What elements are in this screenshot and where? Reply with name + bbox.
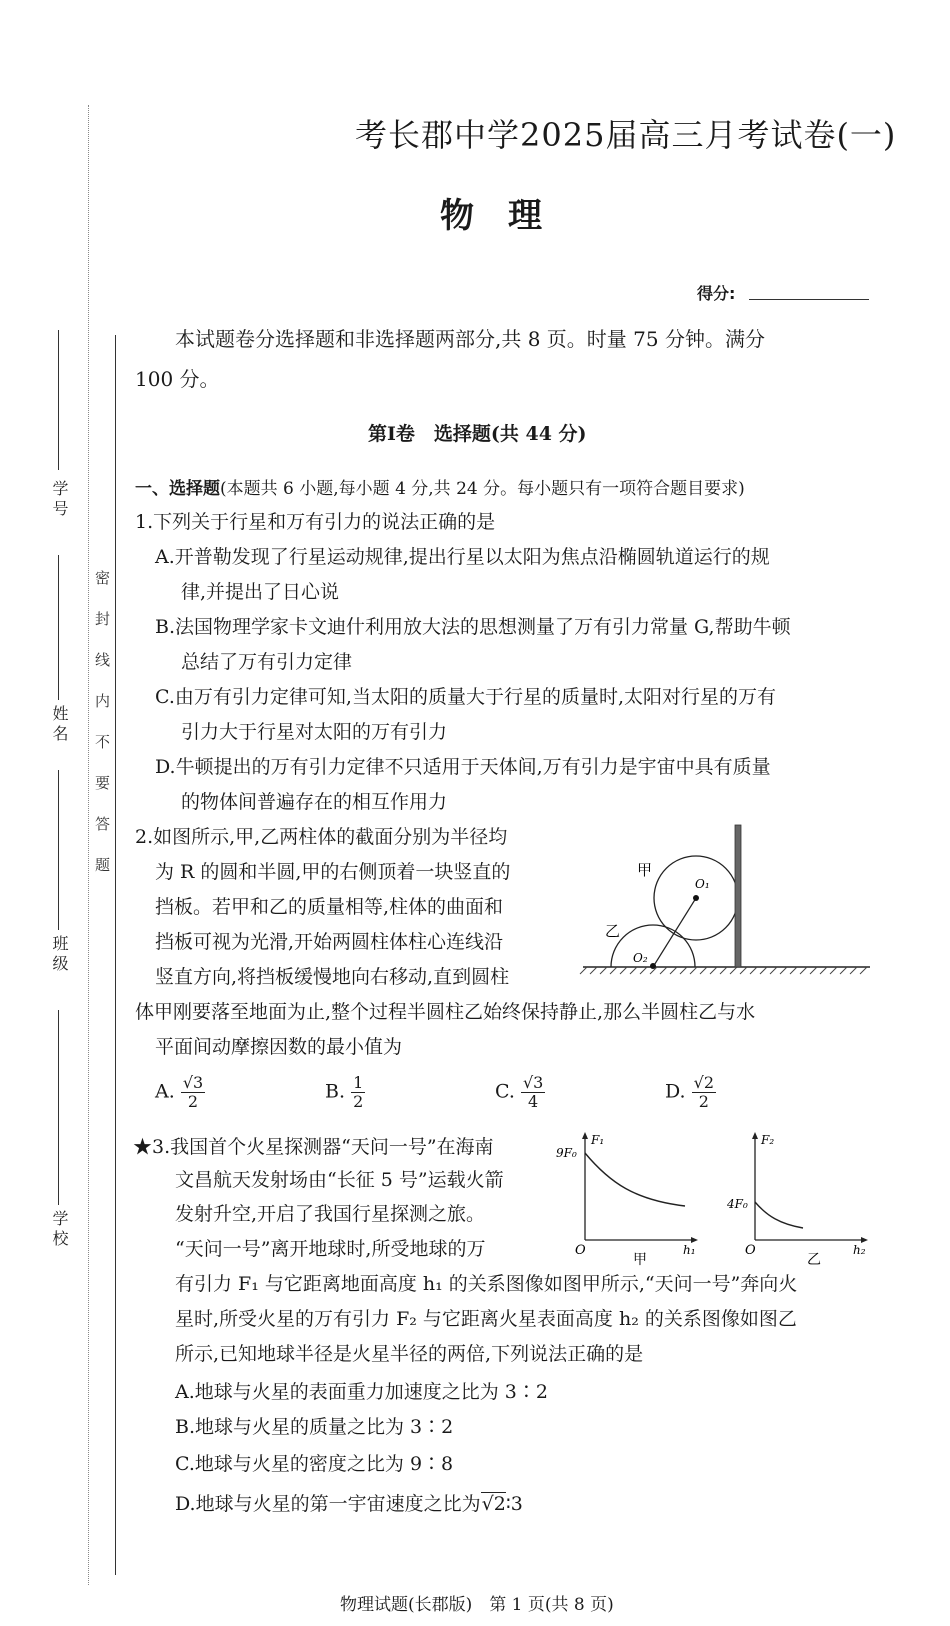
score-label: 得分: bbox=[697, 284, 736, 303]
q2-stem-5: 竖直方向,将挡板缓慢地向右移动,直到圆柱 bbox=[155, 966, 510, 988]
graph-yi-origin: O bbox=[745, 1243, 756, 1258]
q3-stem-1: ★3.我国首个火星探测器“天问一号”在海南 bbox=[133, 1136, 494, 1158]
student-id-fill-line bbox=[58, 330, 59, 470]
q2-option-b bbox=[325, 1074, 365, 1111]
q2-option-a-letter: A. bbox=[155, 1080, 175, 1103]
intro-line-2: 100 分。 bbox=[135, 367, 220, 391]
q2-stem-7: 平面间动摩擦因数的最小值为 bbox=[155, 1036, 403, 1058]
part1-heading-rest: (本题共 6 小题,每小题 4 分,共 24 分。每小题只有一项符合题目要求) bbox=[220, 479, 745, 499]
ground-hatching bbox=[580, 967, 867, 974]
class-fill-line bbox=[58, 770, 59, 930]
q2-option-a-den: 2 bbox=[187, 1092, 199, 1111]
q2-option-c-den: 4 bbox=[528, 1092, 539, 1111]
q1-option-a: A.开普勒发现了行星运动规律,提出行星以太阳为焦点沿椭圆轨道运行的规 bbox=[155, 546, 770, 568]
page-footer: 物理试题(长郡版) 第 1 页(共 8 页) bbox=[340, 1595, 614, 1615]
q2-stem-6: 体甲刚要落至地面为止,整个过程半圆柱乙始终保持静止,那么半圆柱乙与水 bbox=[135, 1001, 756, 1023]
q3-stem-7: 所示,已知地球半径是火星半径的两倍,下列说法正确的是 bbox=[175, 1343, 644, 1365]
label-o2: O₂ bbox=[633, 951, 648, 965]
class-label: 班级 bbox=[50, 935, 69, 975]
subject-title: 物 理 bbox=[440, 196, 542, 236]
q1-option-c: C.由万有引力定律可知,当太阳的质量大于行星的质量时,太阳对行星的万有 bbox=[155, 686, 776, 708]
graph-yi-y-value: 4F₀ bbox=[727, 1197, 748, 1211]
q2-option-d-num: √2 bbox=[693, 1073, 715, 1092]
graph-jia-origin: O bbox=[575, 1243, 586, 1258]
graph-jia-y-label: F₁ bbox=[591, 1133, 605, 1147]
vertical-baffle bbox=[735, 825, 741, 967]
school-label: 学校 bbox=[50, 1210, 69, 1250]
center-connecting-line bbox=[653, 898, 696, 967]
q3-stem-6: 星时,所受火星的万有引力 F₂ 与它距离火星表面高度 h₂ 的关系图像如图乙 bbox=[175, 1308, 797, 1330]
cylinder-yi-semicircle bbox=[611, 925, 695, 967]
q3-option-d-text: D.地球与火星的第一宇宙速度之比为 bbox=[175, 1493, 481, 1515]
q3-stem-3: 发射升空,开启了我国行星探测之旅。 bbox=[175, 1203, 486, 1225]
q2-stem-3: 挡板。若甲和乙的质量相等,柱体的曲面和 bbox=[155, 896, 504, 918]
intro-line-1: 本试题卷分选择题和非选择题两部分,共 8 页。时量 75 分钟。满分 bbox=[175, 327, 765, 351]
label-jia: 甲 bbox=[637, 861, 653, 879]
q1-option-d: D.牛顿提出的万有引力定律不只适用于天体间,万有引力是宇宙中具有质量 bbox=[155, 756, 771, 778]
q3-option-a: A.地球与火星的表面重力加速度之比为 3∶2 bbox=[175, 1381, 548, 1403]
name-fill-line bbox=[58, 555, 59, 700]
center-o1-dot bbox=[693, 895, 699, 901]
q2-option-d-letter: D. bbox=[665, 1080, 686, 1103]
part1-heading-bold: 一、选择题 bbox=[135, 479, 220, 499]
q3-option-b: B.地球与火星的质量之比为 3∶2 bbox=[175, 1416, 454, 1438]
q2-option-c-fraction bbox=[521, 1074, 545, 1111]
q2-option-c-letter: C. bbox=[495, 1080, 515, 1103]
label-yi: 乙 bbox=[605, 922, 621, 940]
seal-notice: 密封线内不要答题 bbox=[93, 570, 111, 898]
graph-yi-y-arrow bbox=[752, 1132, 758, 1139]
q1-option-b: B.法国物理学家卡文迪什利用放大法的思想测量了万有引力常量 G,帮助牛顿 bbox=[155, 616, 791, 638]
graph-yi-caption: 乙 bbox=[807, 1252, 821, 1268]
label-o1: O₁ bbox=[695, 877, 710, 891]
q3-stem-4: “天问一号”离开地球时,所受地球的万 bbox=[175, 1238, 486, 1260]
q2-option-c bbox=[495, 1074, 545, 1111]
q1-option-d-cont: 的物体间普遍存在的相互作用力 bbox=[181, 791, 448, 813]
q2-option-b-den: 2 bbox=[353, 1092, 364, 1111]
q1-option-c-cont: 引力大于行星对太阳的万有引力 bbox=[181, 721, 448, 743]
graph-yi-x-label: h₂ bbox=[853, 1243, 866, 1257]
q2-option-a bbox=[155, 1074, 205, 1111]
q3-option-c: C.地球与火星的密度之比为 9∶8 bbox=[175, 1453, 454, 1475]
graph-jia-curve bbox=[585, 1153, 685, 1206]
graph-yi-curve bbox=[755, 1202, 803, 1228]
graph-yi-y-label: F₂ bbox=[761, 1133, 775, 1147]
school-fill-line bbox=[58, 1010, 59, 1205]
q2-option-b-fraction bbox=[351, 1074, 365, 1111]
q2-stem-2: 为 R 的圆和半圆,甲的右侧顶着一块竖直的 bbox=[155, 861, 511, 883]
binding-dotted-line bbox=[88, 105, 89, 1585]
student-id-label: 学号 bbox=[50, 480, 69, 520]
graph-jia-x-label: h₁ bbox=[683, 1243, 696, 1257]
graph-jia-y-arrow bbox=[582, 1132, 588, 1139]
center-o2-dot bbox=[650, 963, 656, 969]
q2-stem-1: 2.如图所示,甲,乙两柱体的截面分别为半径均 bbox=[135, 826, 508, 848]
q2-option-d bbox=[665, 1074, 716, 1111]
q2-option-b-num: 1 bbox=[353, 1073, 364, 1092]
graph-jia-y-value: 9F₀ bbox=[556, 1146, 577, 1160]
q1-option-b-cont: 总结了万有引力定律 bbox=[181, 651, 353, 673]
q1-stem: 1.下列关于行星和万有引力的说法正确的是 bbox=[135, 511, 496, 533]
q2-stem-4: 挡板可视为光滑,开始两圆柱体柱心连线沿 bbox=[155, 931, 504, 953]
q3-graph-jia bbox=[555, 1128, 705, 1268]
q2-option-a-fraction bbox=[181, 1074, 205, 1111]
q2-option-a-num: √3 bbox=[182, 1073, 204, 1092]
binding-solid-line bbox=[115, 335, 116, 1575]
q3-option-d-ratio: ∶3 bbox=[505, 1493, 523, 1515]
q2-option-b-letter: B. bbox=[325, 1080, 346, 1103]
q2-option-c-num: √3 bbox=[522, 1073, 544, 1092]
q2-option-d-fraction bbox=[692, 1074, 716, 1111]
graph-jia-caption: 甲 bbox=[633, 1252, 647, 1268]
q3-option-d bbox=[175, 1490, 523, 1518]
q3-option-d-sqrt: √2 bbox=[481, 1493, 506, 1515]
q3-stem-5: 有引力 F₁ 与它距离地面高度 h₁ 的关系图像如图甲所示,“天问一号”奔向火 bbox=[175, 1273, 798, 1295]
q2-cylinders-figure bbox=[575, 820, 875, 980]
part1-heading bbox=[135, 475, 745, 503]
exam-title: 考长郡中学2025届高三月考试卷(一) bbox=[355, 116, 897, 154]
score-fill-line bbox=[749, 299, 869, 300]
section-title: 第Ⅰ卷 选择题(共 44 分) bbox=[368, 423, 587, 445]
q1-option-a-cont: 律,并提出了日心说 bbox=[181, 581, 340, 603]
q2-option-d-den: 2 bbox=[698, 1092, 709, 1111]
q3-stem-2: 文昌航天发射场由“长征 5 号”运载火箭 bbox=[175, 1169, 504, 1191]
name-label: 姓名 bbox=[50, 705, 69, 745]
q3-graph-yi bbox=[725, 1128, 875, 1268]
